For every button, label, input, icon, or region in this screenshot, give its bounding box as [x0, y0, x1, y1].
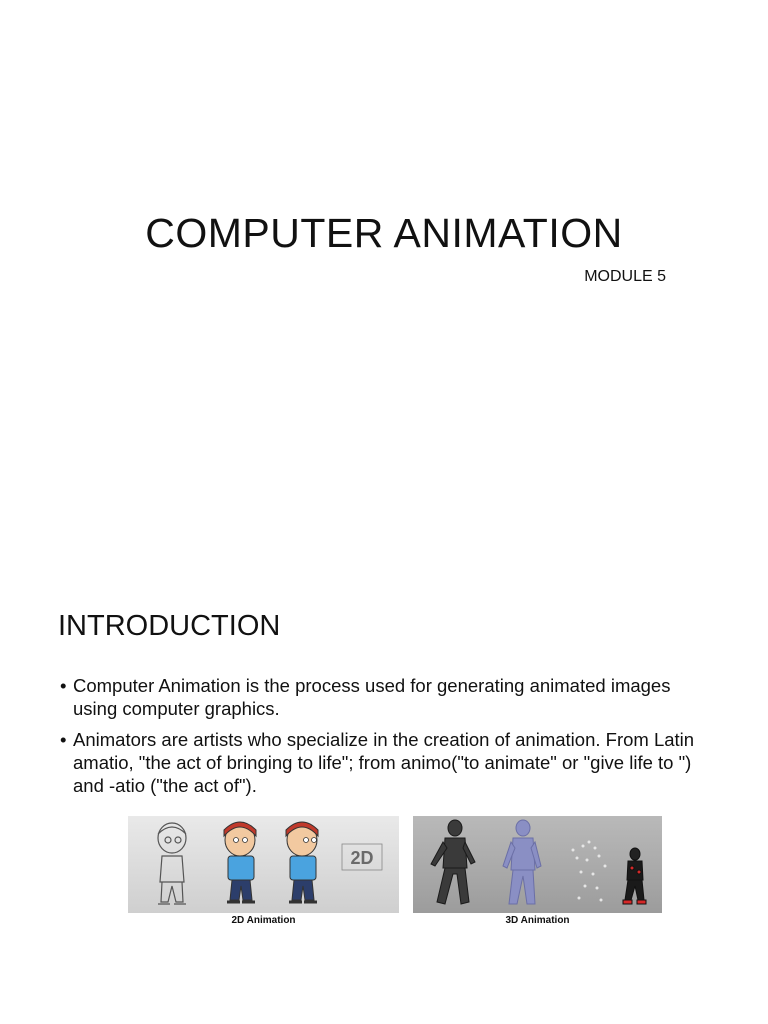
bullet-list	[60, 674, 700, 805]
figure-3d-animation	[413, 816, 662, 936]
page-title: COMPUTER ANIMATION	[145, 210, 623, 256]
figure-2d-animation	[128, 816, 399, 936]
introduction-slide	[0, 576, 768, 1024]
3d-walking-figures-icon	[413, 816, 662, 913]
bullet-icon: •	[60, 729, 67, 750]
bullet-icon: •	[60, 675, 67, 696]
figure-caption: 2D Animation	[231, 915, 296, 926]
2d-badge: 2D	[350, 848, 374, 868]
section-heading: INTRODUCTION	[58, 610, 281, 642]
list-item	[60, 674, 700, 720]
module-label: MODULE 5	[584, 268, 666, 285]
list-item	[60, 728, 700, 797]
figure-caption: 3D Animation	[505, 915, 570, 926]
bullet-text: Computer Animation is the process used for generating animated images using computer graphics.	[73, 675, 671, 719]
cartoon-character-sequence-icon	[128, 816, 399, 913]
bullet-text: Animators are artists who specialize in the creation of animation. From Latin amatio, "the act of bringing to life"; from animo("to animate" or "give life to ") and -atio ("the act of").	[73, 729, 695, 796]
